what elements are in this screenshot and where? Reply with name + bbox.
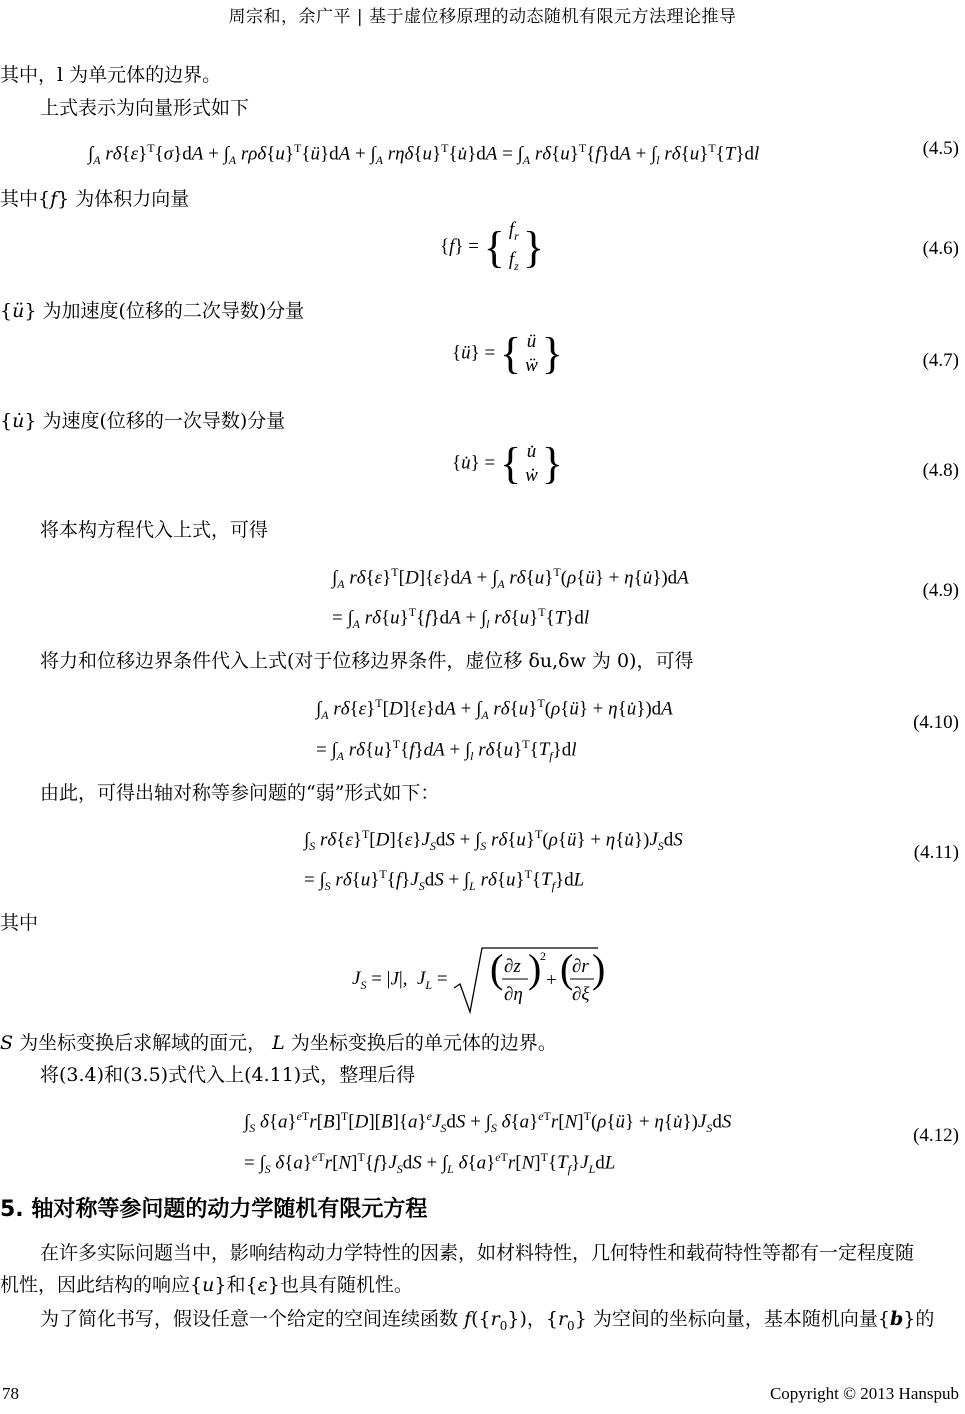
running-head: 周宗和，余广平 | 基于虚位移原理的动态随机有限元方法理论推导: [228, 7, 737, 27]
equation-4-7: {ü} = { ü ẅ }: [452, 329, 563, 378]
equation-number: (4.6): [922, 238, 959, 259]
para-where: 其中: [0, 912, 39, 934]
equation-number: (4.11): [913, 842, 959, 863]
copyright: Copyright © 2013 Hanspub: [769, 1384, 959, 1403]
sqrt-sign: [452, 944, 606, 1016]
equation-4-6: {f} = { $f_r$ $f_z$ }: [440, 219, 544, 273]
section-heading: 5. 轴对称等参问题的动力学随机有限元方程: [0, 1197, 428, 1222]
equation-number: (4.5): [922, 138, 959, 159]
svg-text:+: +: [546, 970, 558, 991]
svg-text:∂r: ∂r: [572, 956, 590, 977]
equation-4-10-line1: $\int_A$ $r\delta\{\varepsilon\}^T[D]\{\varepsilon\}dA + \int_A$ $r\delta\{u\}^T(\rho\{ü\}$ + η{u̇})dA: [316, 696, 673, 723]
svg-text:2: 2: [540, 949, 547, 963]
equation-4-9-line2: = $\int_A$ $r\delta\{u\}^T\{f\}dA + \int_l$ $r\delta\{u\}^T\{T\}dl$: [332, 605, 590, 632]
equation-4-12-line2: = $\int_S$ $\delta\{a\}^{eT}r[N]^T\{f\}J_SdS + \int_L$ $\delta\{a\}^{eT}r[N]^T\{T_f\}J_LdL$: [244, 1150, 616, 1177]
para-body-force: 其中{f} 为体积力向量: [0, 188, 190, 210]
svg-text:∂ξ: ∂ξ: [572, 984, 590, 1005]
para-notation: 为了简化书写，假设任意一个给定的空间连续函数 $f(\{r_0\})$，$\{r_0\}$ 为空间的坐标向量，基本随机向量{b}的: [40, 1308, 935, 1333]
svg-text:∂η: ∂η: [504, 984, 524, 1005]
para-substitute: 将(3.4)和(3.5)式代入上(4.11)式，整理后得: [40, 1064, 416, 1086]
equation-number: (4.8): [922, 460, 959, 481]
equation-4-12-line1: $\int_S$ $\delta\{a\}^{eT}r[B]^T[D][B]\{a\}^eJ_SdS + \int_S$ $\delta\{a\}^{eT}r[N]^T(\rho\{ü\}$ + $\eta\{u̇\})J_SdS$: [244, 1109, 732, 1136]
para-vector-form: 上式表示为向量形式如下: [40, 97, 250, 119]
para-randomness-line1: 在许多实际问题当中，影响结构动力学特性的因素，如材料特性，几何特性和载荷特性等都有一定程度随: [40, 1242, 915, 1264]
svg-text:∂z: ∂z: [504, 956, 522, 977]
equation-4-5: $\int_A$ $r\delta\{\varepsilon\}^T\{\sigma\}dA + \int_A$ $r\rho\delta\{u\}^T\{ü\}dA + \int_A$ $r\eta\delta\{u\}^T\{u̇\}dA = \int_A$ $r\delta\{u\}^T\{f\}dA + \int_l$ $r\delta\{u\}^T\{T\}dl$: [88, 141, 760, 168]
para-boundary: 其中，l 为单元体的边界。: [0, 64, 222, 86]
svg-text:): ): [592, 946, 606, 991]
para-S-definition: S 为坐标变换后求解域的面元， L 为坐标变换后的单元体的边界。: [0, 1032, 557, 1054]
svg-text:): ): [528, 946, 542, 991]
equation-number: (4.9): [922, 580, 959, 601]
page-number: 78: [2, 1384, 19, 1403]
equation-number: (4.10): [913, 712, 959, 733]
para-boundary-conditions: 将力和位移边界条件代入上式(对于位移边界条件，虚位移 δu,δw 为 0)，可得: [40, 650, 694, 672]
equation-4-10-line2: = $\int_A$ $r\delta\{u\}^T\{f\}dA + \int_l$ $r\delta\{u\}^T\{T_f\}dl$: [316, 737, 577, 764]
svg-text:(: (: [560, 946, 574, 991]
svg-text:(: (: [490, 946, 504, 991]
equation-number: (4.12): [913, 1125, 959, 1146]
equation-number: (4.7): [922, 350, 959, 371]
para-constitutive: 将本构方程代入上式，可得: [40, 519, 269, 541]
para-weak-form: 由此，可得出轴对称等参问题的“弱”形式如下：: [40, 782, 440, 804]
para-acceleration: {ü} 为加速度(位移的二次导数)分量: [0, 300, 305, 322]
equation-4-8: {u̇} = { u̇ ẇ }: [452, 439, 563, 488]
equation-jacobian: $J_S = |J|$, $J_L$ = ( ∂z ∂η ) 2 + ( ∂r ∂ξ ): [352, 944, 600, 1016]
para-velocity: {u̇} 为速度(位移的一次导数)分量: [0, 410, 286, 432]
equation-4-9-line1: $\int_A$ $r\delta\{\varepsilon\}^T[D]\{\varepsilon\}dA + \int_A$ $r\delta\{u\}^T(\rho\{ü\}$ + η{u̇})dA: [332, 565, 689, 592]
para-randomness-line2: 机性，因此结构的响应{u}和{ε}也具有随机性。: [0, 1274, 413, 1296]
equation-4-11-line2: = $\int_S$ $r\delta\{u\}^T\{f\}J_SdS + \int_L$ $r\delta\{u\}^T\{T_f\}dL$: [304, 867, 585, 894]
equation-4-11-line1: $\int_S$ $r\delta\{\varepsilon\}^T[D]\{\varepsilon\}J_SdS + \int_S$ $r\delta\{u\}^T(\rho\{ü\}$ + $\eta\{u̇\})J_SdS$: [304, 827, 683, 854]
